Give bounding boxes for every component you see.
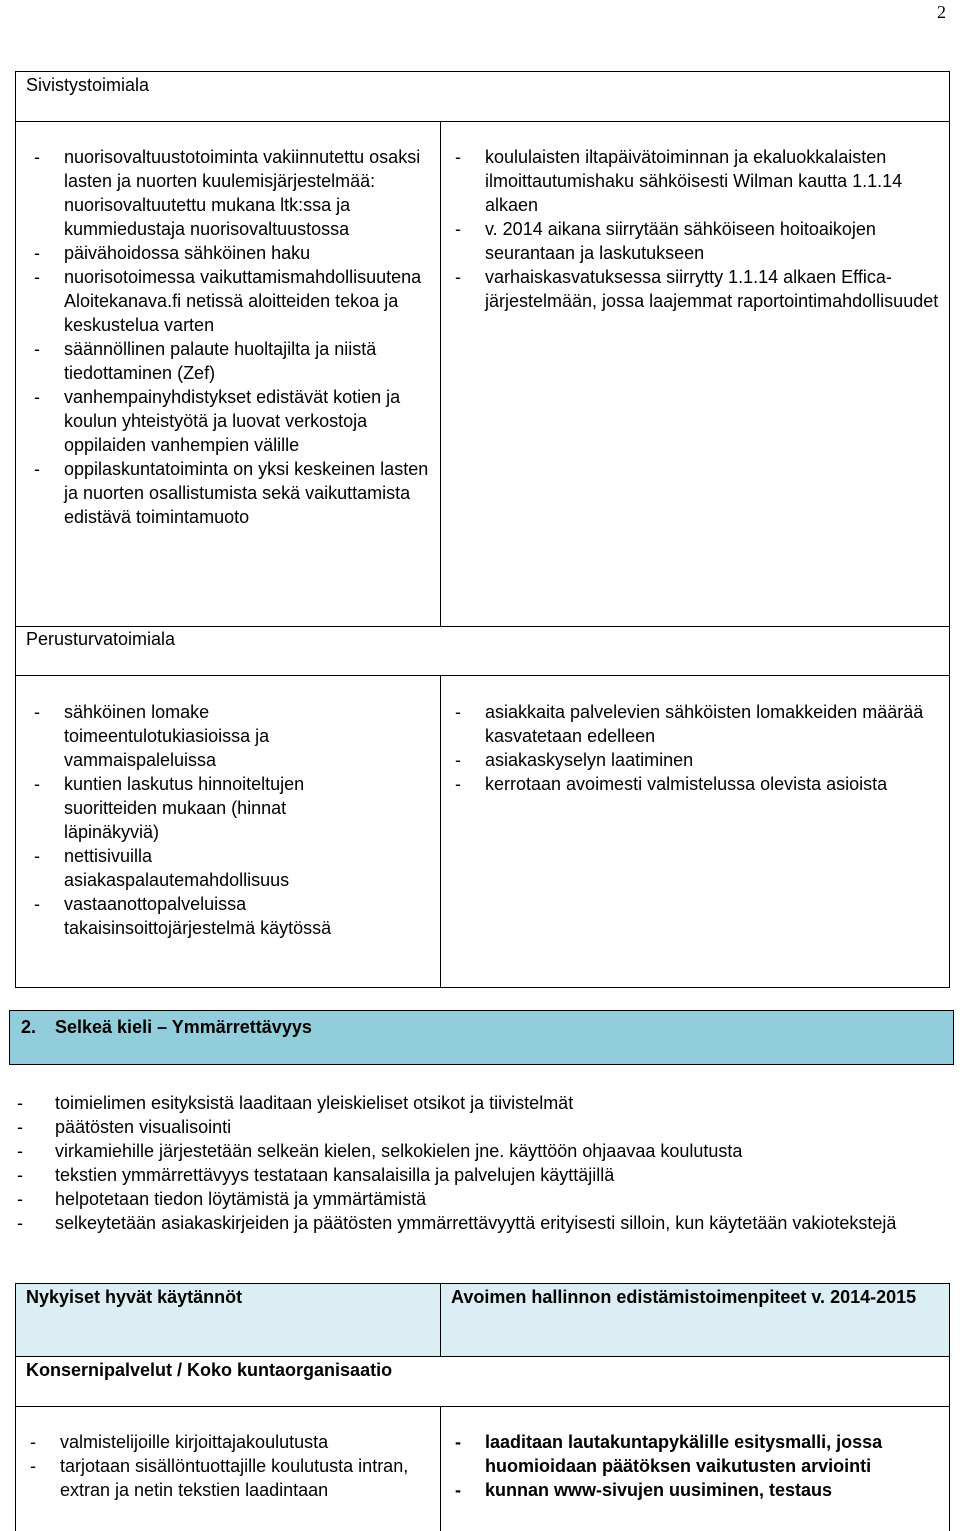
list-item: - asiakkaita palvelevien sähköisten lomakkeiden määrää kasvatetaan edelleen [451,700,943,748]
perusturva-title: Perusturvatoimiala [26,629,176,649]
sivistys-current-list [30,145,435,529]
list-item: - oppilaskuntatoiminta on yksi keskeinen lasten ja nuorten osallistumista sekä vaikuttamista edistävä toimintamuoto [30,457,435,529]
list-item: - kunnan www-sivujen uusiminen, testaus [451,1478,921,1502]
table2-col-planned-header: Avoimen hallinnon edistämistoimenpiteet v. 2014-2015 [451,1287,917,1307]
list-item: - vastaanottopalveluissa takaisinsoittojärjestelmä käytössä [30,892,370,940]
list-item: - laaditaan lautakuntapykälille esitysmalli, jossa huomioidaan päätöksen vaikutusten arviointi [451,1430,921,1478]
list-item: - tekstien ymmärrettävyys testataan kansalaisilla ja palvelujen käyttäjillä [17,1163,942,1187]
list-item: - selkeytetään asiakaskirjeiden ja päätösten ymmärrettävyyttä erityisesti silloin, kun käytetään vakiotekstejä [17,1211,942,1235]
sivistys-title: Sivistystoimiala [26,75,150,95]
list-item: - nuorisotoimessa vaikuttamismahdollisuutena Aloitekanava.fi netissä aloitteiden tekoa ja keskustelua varten [30,265,435,337]
list-item: - varhaiskasvatuksessa siirrytty 1.1.14 alkaen Effica-järjestelmään, jossa laajemmat raportointimahdollisuudet [451,265,943,313]
list-item: - sähköinen lomake toimeentulotukiasioissa ja vammaispaleluissa [30,700,370,772]
list-item: - v. 2014 aikana siirrytään sähköiseen hoitoaikojen seurantaan ja laskutukseen [451,217,943,265]
table2-planned-list [451,1430,921,1502]
table2-subheader: Konsernipalvelut / Koko kuntaorganisaatio [26,1360,393,1380]
page-number: 2 [937,2,946,22]
list-item: - päätösten visualisointi [17,1115,942,1139]
section-2-header [9,1010,954,1065]
list-item: - kerrotaan avoimesti valmistelussa olevista asioista [451,772,943,796]
list-item: - nettisivuilla asiakaspalautemahdollisuus [30,844,370,892]
list-item: - toimielimen esityksistä laaditaan yleiskieliset otsikot ja tiivistelmät [17,1091,942,1115]
list-item: - helpotetaan tiedon löytämistä ja ymmärtämistä [17,1187,942,1211]
table2-col-current-header: Nykyiset hyvät käytännöt [26,1287,243,1307]
section-2-list [17,1091,942,1235]
list-item: - virkamiehille järjestetään selkeän kielen, selkokielen jne. käyttöön ohjaavaa koulutusta [17,1139,942,1163]
section-title: Selkeä kieli – Ymmärrettävyys [55,1017,312,1037]
section-number: 2. [21,1017,37,1037]
list-item: - kuntien laskutus hinnoiteltujen suoritteiden mukaan (hinnat läpinäkyviä) [30,772,370,844]
list-item: - vanhempainyhdistykset edistävät kotien ja koulun yhteistyötä ja luovat verkostoja oppilaiden vanhempien välille [30,385,435,457]
table2-current-list [26,1430,426,1502]
list-item: - koululaisten iltapäivätoiminnan ja ekaluokkalaisten ilmoittautumishaku sähköisesti Wilman kautta 1.1.14 alkaen [451,145,943,217]
list-item: - päivähoidossa sähköinen haku [30,241,435,265]
list-item: - asiakaskyselyn laatiminen [451,748,943,772]
list-item: - säännöllinen palaute huoltajilta ja niistä tiedottaminen (Zef) [30,337,435,385]
sivistys-planned-list [451,145,943,313]
list-item: - tarjotaan sisällöntuottajille koulutusta intran, extran ja netin tekstien laadintaan [26,1454,426,1502]
perusturva-current-list [30,700,370,940]
list-item: - valmistelijoille kirjoittajakoulutusta [26,1430,426,1454]
perusturva-planned-list [451,700,943,796]
list-item: - nuorisovaltuustotoiminta vakiinnutettu osaksi lasten ja nuorten kuulemisjärjestelmää: nuorisovaltuutettu mukana ltk:ssa ja kummiedustaja nuorisovaltuustossa [30,145,435,241]
